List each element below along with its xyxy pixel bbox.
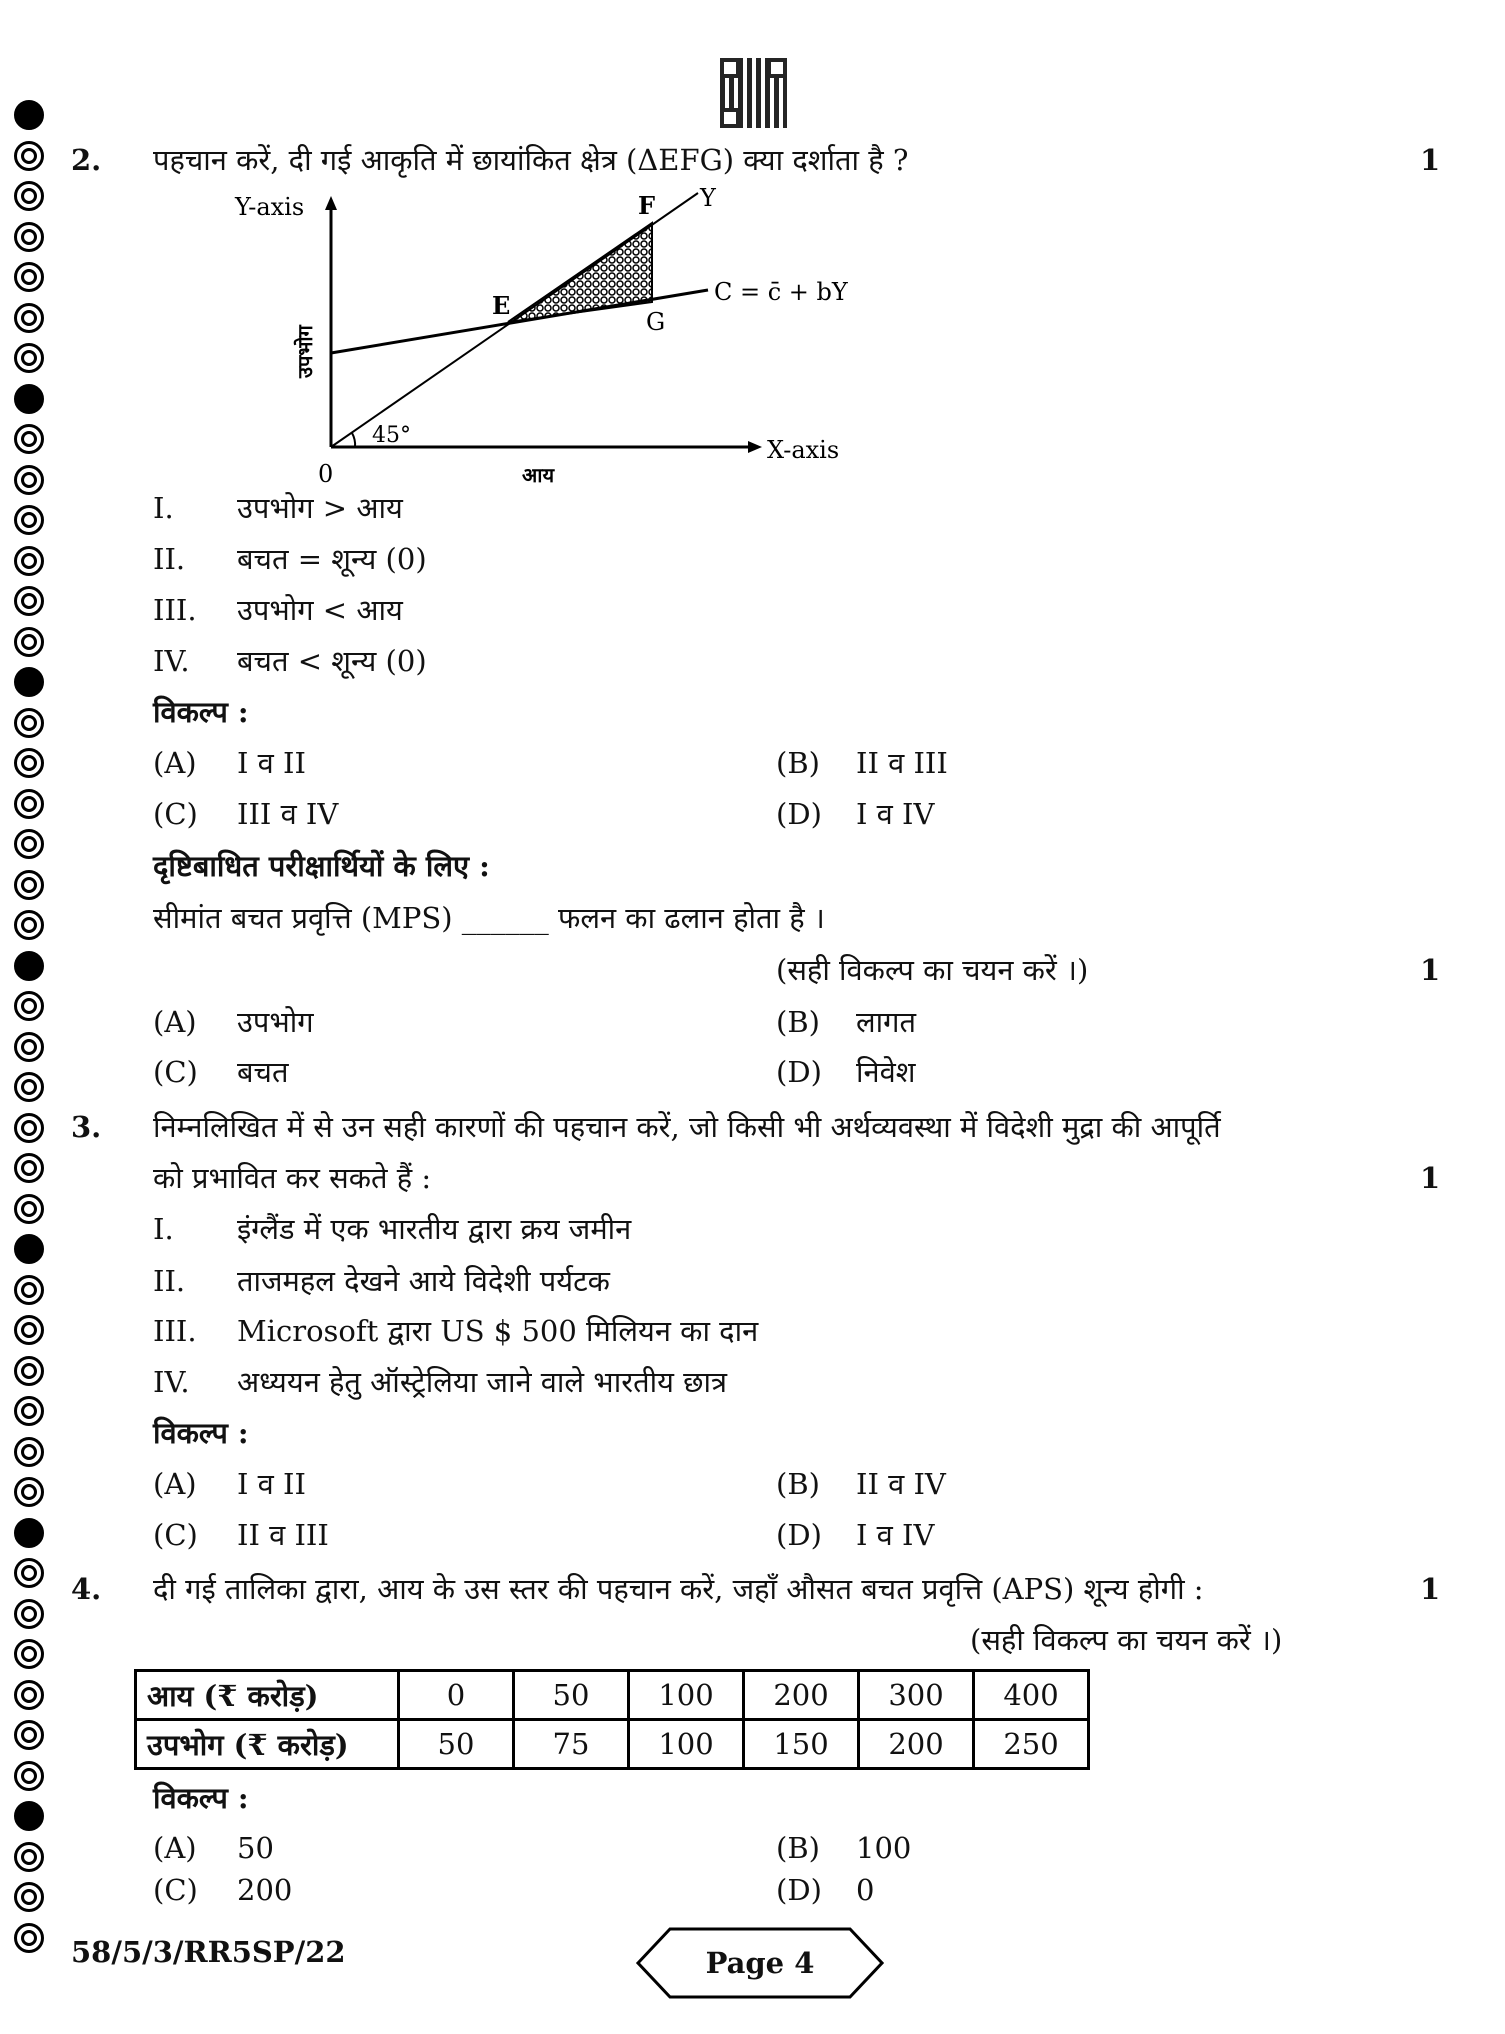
margin-ring <box>14 951 44 981</box>
options-label: विकल्प : <box>153 1416 249 1450</box>
margin-ring <box>14 1194 44 1224</box>
vi-option-c[interactable]: बचत <box>237 1055 289 1089</box>
margin-ring <box>14 1437 44 1467</box>
question-number: 4. <box>71 1572 102 1606</box>
option-a[interactable]: 50 <box>237 1831 274 1865</box>
consumption-graph <box>0 0 1505 520</box>
margin-ring <box>14 1720 44 1750</box>
svg-text:C = c̄ + bY: C = c̄ + bY <box>714 278 848 306</box>
question-text: पहचान करें, दी गई आकृति में छायांकित क्षेत्र (ΔEFG) क्या दर्शाता है ? <box>153 143 909 177</box>
option-d[interactable]: 0 <box>856 1873 875 1907</box>
option-a[interactable]: I व II <box>237 1467 306 1501</box>
margin-ring <box>14 627 44 657</box>
table-row: उपभोग (₹ करोड़) 50 75 100 150 200 250 <box>136 1720 1089 1769</box>
statement: III. Microsoft द्वारा US $ 500 मिलियन का दान <box>153 1314 759 1348</box>
question-text-cont: को प्रभावित कर सकते हैं : <box>153 1161 432 1195</box>
option-b[interactable]: II व III <box>856 746 948 780</box>
svg-text:0: 0 <box>318 460 334 488</box>
marks: 1 <box>1420 143 1441 177</box>
income-consumption-table <box>134 1669 1090 1770</box>
svg-text:आय: आय <box>522 463 555 487</box>
margin-ring <box>14 870 44 900</box>
question-text: दी गई तालिका द्वारा, आय के उस स्तर की पहचान करें, जहाँ औसत बचत प्रवृत्ति (APS) शून्य होगी : <box>153 1572 1204 1606</box>
margin-ring <box>14 1113 44 1143</box>
svg-text:G: G <box>646 308 666 336</box>
margin-ring <box>14 1923 44 1953</box>
question-number: 2. <box>71 143 102 177</box>
option-b[interactable]: II व IV <box>856 1467 946 1501</box>
margin-ring <box>14 708 44 738</box>
margin-ring <box>14 1599 44 1629</box>
margin-ring <box>14 586 44 616</box>
page-number: Page 4 <box>705 1946 815 1980</box>
options-label: विकल्प : <box>153 1781 249 1815</box>
marks: 1 <box>1420 1161 1441 1195</box>
option-d[interactable]: I व IV <box>856 1518 935 1552</box>
margin-ring <box>14 748 44 778</box>
svg-text:F: F <box>638 191 656 220</box>
margin-ring <box>14 1072 44 1102</box>
svg-text:45°: 45° <box>372 423 411 448</box>
margin-ring <box>14 1153 44 1183</box>
question-number: 3. <box>71 1110 102 1144</box>
margin-ring <box>14 1639 44 1669</box>
statement: I. उपभोग > आय <box>153 491 403 525</box>
option-d[interactable]: I व IV <box>856 797 935 831</box>
margin-ring <box>14 1275 44 1305</box>
statement: I. इंग्लैंड में एक भारतीय द्वारा क्रय जमीन <box>153 1212 632 1246</box>
margin-ring <box>14 1842 44 1872</box>
statement: III. उपभोग < आय <box>153 593 403 627</box>
paper-code: 58/5/3/RR5SP/22 <box>71 1935 346 1969</box>
options-label: विकल्प : <box>153 695 249 729</box>
x-axis-label: X-axis <box>767 436 840 464</box>
margin-ring <box>14 1315 44 1345</box>
margin-ring <box>14 789 44 819</box>
option-b[interactable]: 100 <box>856 1831 912 1865</box>
vi-option-a[interactable]: उपभोग <box>237 1005 314 1039</box>
svg-text:E: E <box>492 291 511 320</box>
svg-text:Y: Y <box>700 184 716 212</box>
vi-question: सीमांत बचत प्रवृत्ति (MPS) ______ फलन का ढलान होता है । <box>153 901 825 935</box>
y-axis-label: Y-axis <box>235 193 305 221</box>
margin-ring <box>14 1518 44 1548</box>
margin-ring <box>14 1680 44 1710</box>
margin-ring <box>14 991 44 1021</box>
option-c[interactable]: 200 <box>237 1873 293 1907</box>
table-row: आय (₹ करोड़) 0 50 100 200 300 400 <box>136 1671 1089 1720</box>
margin-ring <box>14 1801 44 1831</box>
margin-ring <box>14 1882 44 1912</box>
margin-ring <box>14 910 44 940</box>
margin-ring <box>14 1396 44 1426</box>
svg-text:उपभोग: उपभोग <box>293 325 317 378</box>
shaded-area-efg <box>508 223 652 322</box>
margin-ring <box>14 1558 44 1588</box>
statement: IV. अध्ययन हेतु ऑस्ट्रेलिया जाने वाले भारतीय छात्र <box>153 1365 727 1399</box>
statement: II. ताजमहल देखने आये विदेशी पर्यटक <box>153 1264 610 1298</box>
margin-ring <box>14 1032 44 1062</box>
45-degree-line <box>331 193 698 447</box>
hint: (सही विकल्प का चयन करें ।) <box>776 953 1089 987</box>
option-c[interactable]: III व IV <box>237 797 339 831</box>
margin-ring <box>14 667 44 697</box>
option-c[interactable]: II व III <box>237 1518 329 1552</box>
margin-ring <box>14 1356 44 1386</box>
option-a[interactable]: I व II <box>237 746 306 780</box>
hint: (सही विकल्प का चयन करें ।) <box>970 1623 1283 1657</box>
marks: 1 <box>1420 953 1441 987</box>
statement: IV. बचत < शून्य (0) <box>153 644 427 678</box>
margin-ring <box>14 829 44 859</box>
question-text: निम्नलिखित में से उन सही कारणों की पहचान करें, जो किसी भी अर्थव्यवस्था में विदेशी मुद्रा की आपूर्ति <box>153 1110 1221 1144</box>
vi-option-b[interactable]: लागत <box>856 1005 917 1039</box>
margin-ring <box>14 1761 44 1791</box>
margin-ring <box>14 546 44 576</box>
vi-option-d[interactable]: निवेश <box>856 1055 916 1089</box>
margin-ring <box>14 1234 44 1264</box>
marks: 1 <box>1420 1572 1441 1606</box>
statement: II. बचत = शून्य (0) <box>153 542 427 576</box>
margin-ring <box>14 1477 44 1507</box>
vi-heading: दृष्टिबाधित परीक्षार्थियों के लिए : <box>153 849 490 883</box>
